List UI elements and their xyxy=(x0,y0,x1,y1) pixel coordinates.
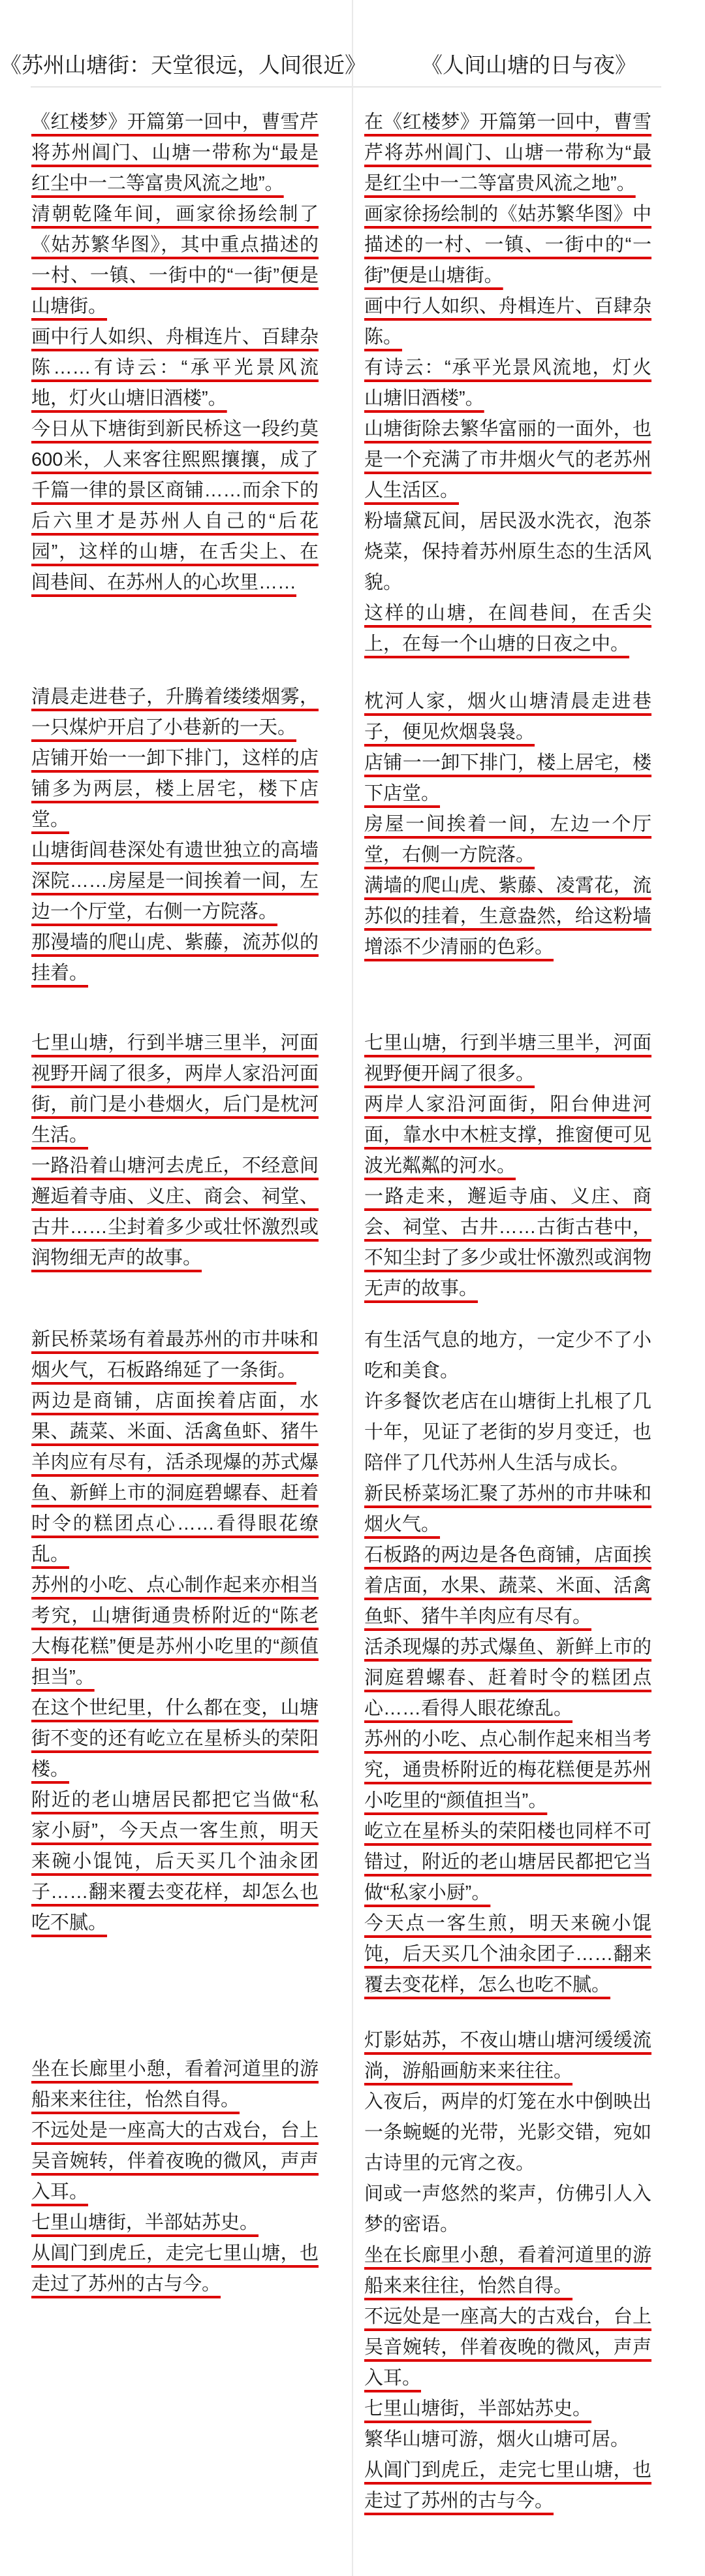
paragraph-underlined: 那漫墙的爬山虎、紫藤，流苏似的挂着。 xyxy=(31,932,319,984)
section xyxy=(31,1325,319,1939)
left-column xyxy=(0,107,352,2517)
paragraph-underlined: 坐在长廊里小憩，看着河道里的游船来来往往，怡然自得。 xyxy=(364,2245,651,2296)
paragraph-underlined: 店铺开始一一卸下排门，这样的店铺多为两层，楼上居宅，楼下店堂。 xyxy=(31,748,319,830)
paragraph-underlined: 苏州的小吃、点心制作起来亦相当考究，山塘街通贵桥附近的“陈老大梅花糕”便是苏州小吃里的“颜值担当”。 xyxy=(31,1575,319,1688)
paragraph: 粉墙黛瓦间，居民汲水洗衣，泡茶烧菜，保持着苏州原生态的生活风貌。 xyxy=(364,511,651,593)
section xyxy=(364,1325,651,2001)
section xyxy=(364,2025,651,2517)
paragraph-underlined: 不远处是一座高大的古戏台，台上吴音婉转，伴着夜晚的微风，声声入耳。 xyxy=(31,2120,319,2202)
paragraph-underlined: 活杀现爆的苏式爆鱼、新鲜上市的洞庭碧螺春、赶着时令的糕团点心……看得人眼花缭乱。 xyxy=(364,1637,651,1719)
paragraph-underlined: 从阊门到虎丘，走完七里山塘，也走过了苏州的古与今。 xyxy=(364,2460,651,2511)
paragraph-underlined: 在《红楼梦》开篇第一回中，曹雪芹将苏州阊门、山塘一带称为“最是红尘中一二等富贵风流之地”。 xyxy=(364,112,651,194)
section xyxy=(364,686,651,963)
paragraph-underlined: 清朝乾隆年间，画家徐扬绘制了《姑苏繁华图》，其中重点描述的一村、一镇、一街中的“一街”便是山塘街。 xyxy=(31,204,319,317)
paragraph-underlined: 枕河人家，烟火山塘清晨走进巷子，便见炊烟袅袅。 xyxy=(364,691,651,743)
paragraph-underlined: 七里山塘，行到半塘三里半，河面视野便开阔了很多。 xyxy=(364,1033,651,1084)
paragraph-underlined: 店铺一一卸下排门，楼上居宅，楼下店堂。 xyxy=(364,752,651,804)
paragraph-underlined: 《红楼梦》开篇第一回中，曹雪芹将苏州阊门、山塘一带称为“最是红尘中一二等富贵风流之地”。 xyxy=(31,112,319,194)
paragraph-underlined: 不远处是一座高大的古戏台，台上吴音婉转，伴着夜晚的微风，声声入耳。 xyxy=(364,2306,651,2389)
content xyxy=(0,107,705,2517)
paragraph-underlined: 坐在长廊里小憩，看着河道里的游船来来往往，怡然自得。 xyxy=(31,2059,319,2110)
paragraph: 有生活气息的地方，一定少不了小吃和美食。 xyxy=(364,1330,651,1381)
paragraph-underlined: 有诗云：“承平光景风流地，灯火山塘旧酒楼”。 xyxy=(364,357,651,409)
paragraph-underlined: 今日从下塘街到新民桥这一段约莫600米，人来客往熙熙攘攘，成了千篇一律的景区商铺……而余下的后六里才是苏州人自己的“后花园”，这样的山塘，在舌尖上、在闾巷间、在苏州人的心坎里…… xyxy=(31,419,319,593)
section xyxy=(31,1028,319,1274)
section xyxy=(364,1028,651,1304)
paragraph-underlined: 这样的山塘，在闾巷间，在舌尖上，在每一个山塘的日夜之中。 xyxy=(364,603,651,654)
right-column xyxy=(352,107,705,2517)
paragraph-underlined: 一路走来，邂逅寺庙、义庄、商会、祠堂、古井……古街古巷中，不知尘封了多少或壮怀激烈或润物无声的故事。 xyxy=(364,1186,651,1299)
paragraph: 间或一声悠然的桨声，仿佛引人入梦的密语。 xyxy=(364,2183,651,2235)
paragraph: 许多餐饮老店在山塘街上扎根了几十年，见证了老街的岁月变迁，也陪伴了几代苏州人生活与成长。 xyxy=(364,1391,651,1473)
paragraph: 繁华山塘可游，烟火山塘可居。 xyxy=(364,2429,630,2450)
paragraph-underlined: 画中行人如织、舟楫连片、百肆杂陈。 xyxy=(364,296,651,347)
paragraph-underlined: 画中行人如织、舟楫连片、百肆杂陈……有诗云：“承平光景风流地，灯火山塘旧酒楼”。 xyxy=(31,327,319,409)
paragraph-underlined: 七里山塘街，半部姑苏史。 xyxy=(31,2212,259,2233)
paragraph-underlined: 清晨走进巷子，升腾着缕缕烟雾，一只煤炉开启了小巷新的一天。 xyxy=(31,686,319,738)
paragraph-underlined: 苏州的小吃、点心制作起来相当考究，通贵桥附近的梅花糕便是苏州小吃里的“颜值担当”。 xyxy=(364,1729,651,1811)
header-separator xyxy=(31,86,661,88)
paragraph-underlined: 在这个世纪里，什么都在变，山塘街不变的还有屹立在星桥头的荣阳楼。 xyxy=(31,1698,319,1780)
section xyxy=(31,2054,319,2300)
paragraph-underlined: 两岸人家沿河面街，阳台伸进河面，靠水中木桩支撑，推窗便可见波光粼粼的河水。 xyxy=(364,1094,651,1176)
paragraph-underlined: 新民桥菜场汇聚了苏州的市井味和烟火气。 xyxy=(364,1483,651,1535)
paragraph-underlined: 山塘街除去繁华富丽的一面外，也是一个充满了市井烟火气的老苏州人生活区。 xyxy=(364,419,651,501)
paragraph-underlined: 一路沿着山塘河去虎丘，不经意间邂逅着寺庙、义庄、商会、祠堂、古井……尘封着多少或壮怀激烈或润物细无声的故事。 xyxy=(31,1155,319,1268)
paragraph-underlined: 石板路的两边是各色商铺，店面挨着店面，水果、蔬菜、米面、活禽鱼虾、猪牛羊肉应有尽有。 xyxy=(364,1545,651,1627)
paragraph-underlined: 两边是商铺，店面挨着店面，水果、蔬菜、米面、活禽鱼虾、猪牛羊肉应有尽有，活杀现爆的苏式爆鱼、新鲜上市的洞庭碧螺春、赶着时令的糕团点心……看得眼花缭乱。 xyxy=(31,1391,319,1565)
paragraph-underlined: 今天点一客生煎，明天来碗小馄饨，后天买几个油汆团子……翻来覆去变花样，怎么也吃不腻。 xyxy=(364,1913,651,1995)
paragraph-underlined: 画家徐扬绘制的《姑苏繁华图》中描述的一村、一镇、一街中的“一街”便是山塘街。 xyxy=(364,204,651,286)
paragraph-underlined: 房屋一间挨着一间，左边一个厅堂，右侧一方院落。 xyxy=(364,814,651,865)
paragraph-underlined: 山塘街闾巷深处有遗世独立的高墙深院……房屋是一间挨着一间，左边一个厅堂，右侧一方院落。 xyxy=(31,840,319,922)
header xyxy=(0,0,705,81)
section xyxy=(31,682,319,989)
right-article-title: 《人间山塘的日与夜》 xyxy=(421,54,636,78)
paragraph: 入夜后，两岸的灯笼在水中倒映出一条蜿蜒的光带，光影交错，宛如古诗里的元宵之夜。 xyxy=(364,2091,651,2174)
paragraph-underlined: 从阊门到虎丘，走完七里山塘，也走过了苏州的古与今。 xyxy=(31,2243,319,2294)
paragraph-underlined: 附近的老山塘居民都把它当做“私家小厨”，今天点一客生煎，明天来碗小馄饨，后天买几个油汆团子……翻来覆去变花样，却怎么也吃不腻。 xyxy=(31,1790,319,1933)
paragraph-underlined: 屹立在星桥头的荣阳楼也同样不可错过，附近的老山塘居民都把它当做“私家小厨”。 xyxy=(364,1821,651,1903)
paragraph-underlined: 七里山塘街，半部姑苏史。 xyxy=(364,2398,592,2419)
paragraph-underlined: 七里山塘，行到半塘三里半，河面视野开阔了很多，两岸人家沿河面街，前门是小巷烟火，后门是枕河生活。 xyxy=(31,1033,319,1146)
section xyxy=(31,107,319,598)
section xyxy=(364,107,651,660)
paragraph-underlined: 满墙的爬山虎、紫藤、凌霄花，流苏似的挂着，生意盎然，给这粉墙增添不少清丽的色彩。 xyxy=(364,875,651,958)
left-article-title: 《苏州山塘街：天堂很远，人间很近》 xyxy=(0,54,366,78)
paragraph-underlined: 新民桥菜场有着最苏州的市井味和烟火气，石板路绵延了一条街。 xyxy=(31,1329,319,1381)
paragraph-underlined: 灯影姑苏，不夜山塘山塘河缓缓流淌，游船画舫来来往往。 xyxy=(364,2030,651,2082)
